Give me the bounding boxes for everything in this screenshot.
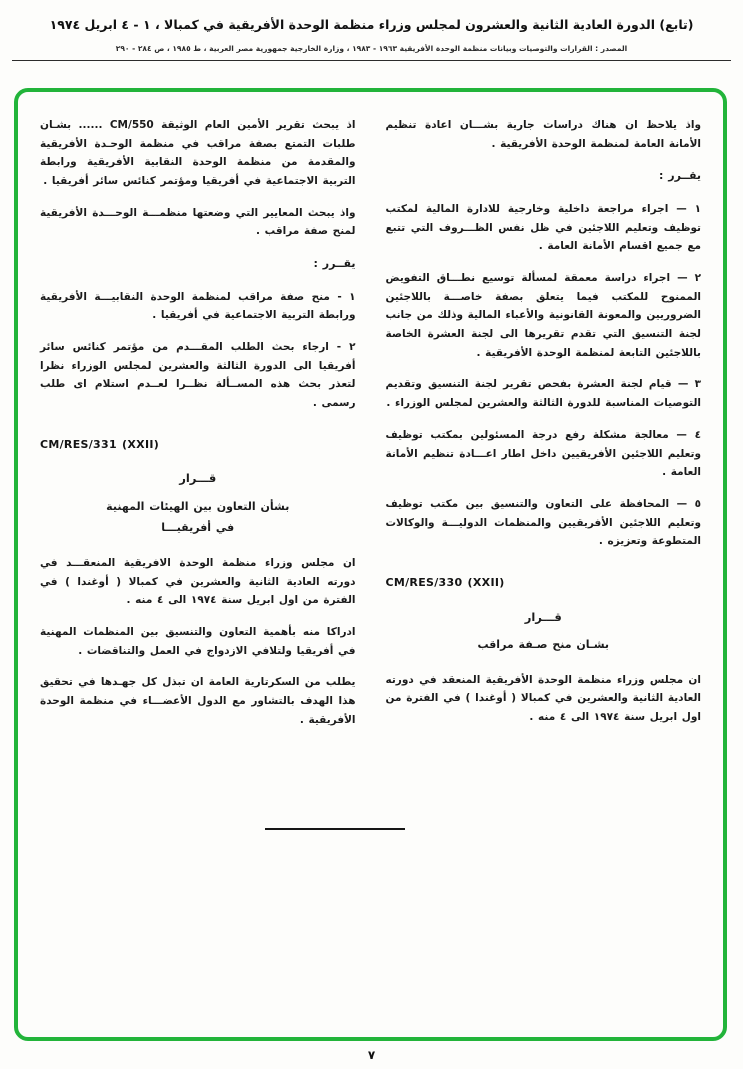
page-header	[0, 0, 743, 61]
resolution-title-330: قـــرار	[524, 609, 562, 624]
column-left	[40, 116, 356, 743]
header-rule	[12, 60, 731, 61]
recital-studies: واذ يلاحظ ان هناك دراسات جارية بشـــان اعادة تنظيم الأمانة العامة لمنظمة الوحدة الأفريقية .	[385, 119, 701, 150]
recital-importance: ادراكا منه بأهمية التعاون والتنسيق بين المنظمات المهنية في أفريقيا ولتلافي الازدواج في العمل والتناقضات .	[40, 626, 356, 657]
resolution-subtitle-331-line1: بشأن التعاون بين الهيئات المهنية	[106, 499, 290, 513]
decides-heading-left: يقــرر :	[313, 257, 356, 271]
recital-criteria: واذ يبحث المعايير التي وضعتها منظمـــة الوحـــدة الأفريقية لمنح صفة مراقب .	[40, 206, 356, 238]
decision-item-2: ٢ — اجراء دراسة معمقة لمسألة توسيع نطـــاق التفويض الممنوح للمكتب فيما يتعلق بصفة خاصـــة باللاجئين الضروريين والمعونة القانونية والأعباء المالية وذلك من جانب لجنة التنسيق التي تقدم تقريرها الى لجنة العشرة الخاصة باللاجئين التابعة لمنظمة الوحدة الأفريقية .	[385, 272, 701, 359]
resolution-id-331: CM/RES/331 (XXII)	[40, 437, 160, 451]
decides-heading-right: يقــرر :	[659, 169, 701, 183]
column-right	[386, 116, 702, 740]
recital-report: اذ يبحث تقرير الأمين العام الوثيقة CM/550 ...... بشـان طلبات التمتع بصفة مراقب في منظمة الوحـدة الأفريقية والمقدمة من منظمة الوحدة النقابية الأفريقية ورابطة التربية الاجتماعية في أفريقيا ومؤتمر كنائس سائر أفريقيا .	[40, 119, 356, 188]
header-source: المصدر : القرارات والتوصيات وبيانات منظمة الوحدة الأفريقية ١٩٦٣ - ١٩٨٣ ، وزارة الخارجية جمهورية مصر العربية ، ط ١٩٨٥ ، ص ٢٨٤ - ٢٩٠	[115, 43, 628, 53]
resolution-subtitle-330: بشـان منح صـفة مراقب	[477, 638, 610, 651]
decision-item-1: ١ - منح صفة مراقب لمنظمة الوحدة النقابيـــة الأفريقية ورابطة التربية الاجتماعية في أفريقيا .	[40, 290, 356, 322]
preamble-330: ان مجلس وزراء منظمة الوحدة الأفريقية المنعقد في دورته العادية الثانية والعشرين في كمبالا ( أوغندا ) في الفترة من اول ابريل سنة ١٩٧٤ الى ٤ منه .	[385, 673, 701, 723]
decision-item-3: ٣ — قيام لجنة العشرة بفحص تقرير لجنة التنسيق وتقديم التوصيات المناسبة للدورة الثالثة والعشرين لمجلس الوزراء .	[385, 378, 701, 410]
decision-item-5: ٥ — المحافظة على التعاون والتنسيق بين مكتب توظيف وتعليم اللاجئين الأفريقيين والمنظمات الدوليـــة والوكالات المتطوعة وتعزيزه .	[385, 497, 701, 548]
decision-item-4: ٤ — معالجة مشكلة رفع درجة المسئولين بمكتب توظيف وتعليم اللاجئين الأفريقيين داخل اطار اعـــادة تنظيم الأمانة العامة .	[385, 428, 701, 479]
resolution-title-331: قـــرار	[179, 471, 217, 486]
document-frame	[14, 88, 727, 1041]
operative-request: يطلب من السكرتارية العامة ان تبذل كل جهـدها في تحقيق هذا الهدف بالتشاور مع الدول الأعضـــاء في منظمة الوحدة الأفريقية .	[40, 676, 356, 726]
decision-item-2: ٢ - ارجاء بحث الطلب المقـــدم من مؤتمر كنائس سائر أفريقيا الى الدورة الثالثة والعشرين لمجلس الوزراء نظرا لتعذر بحث هذه المســألة نظــرا لعــدم استلام اى طلب رسمى .	[40, 341, 356, 410]
two-column-layout	[40, 116, 701, 743]
section-divider	[265, 828, 405, 830]
preamble-331: ان مجلس وزراء منظمة الوحدة الافريقية المنعقـــد في دورته العادية الثانية والعشرين في كمبالا ( أوغندا ) في الفترة من اول ابريل سنة ١٩٧٤ الى ٤ منه .	[40, 557, 356, 607]
resolution-id-330: CM/RES/330 (XXII)	[385, 575, 505, 589]
resolution-subtitle-331-line2: في أفريقيـــا	[161, 521, 235, 535]
page-number: ٧	[367, 1048, 376, 1062]
decision-item-1: ١ — اجراء مراجعة داخلية وخارجية للادارة المالية لمكتب توظيف وتعليم اللاجئين في ظل نفس الظـــروف التي تتبع مع جميع اقسام الأمانة العامة .	[385, 202, 701, 253]
header-title: (تابع) الدورة العادية الثانية والعشرون لمجلس وزراء منظمة الوحدة الأفريقية في كمبالا ، ١ - ٤ ابريل ١٩٧٤	[49, 17, 694, 32]
